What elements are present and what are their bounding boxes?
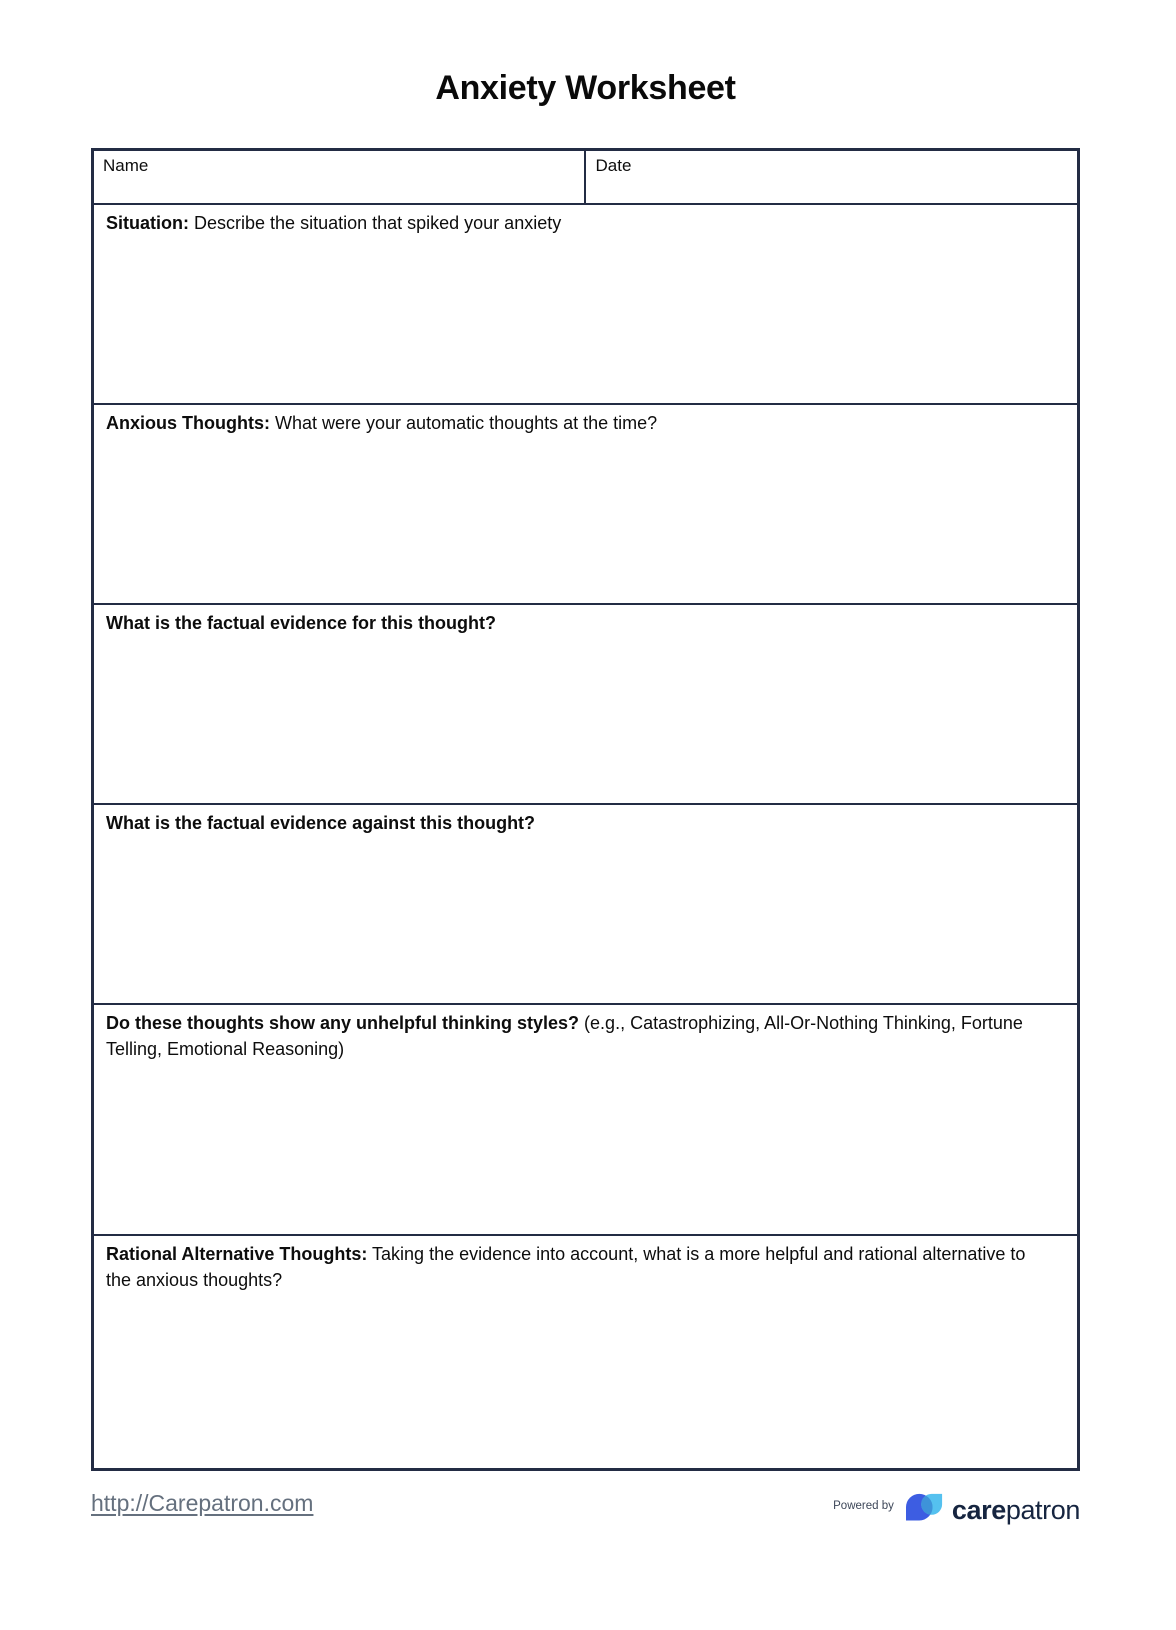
evidence-against-field[interactable] (94, 803, 1077, 1003)
thinking-styles-label: Do these thoughts show any unhelpful thinking styles? (106, 1013, 580, 1033)
brand-wordmark (952, 1495, 1080, 1525)
brand-regular-part: patron (1005, 1495, 1080, 1525)
evidence-against-label: What is the factual evidence against this thought? (106, 813, 536, 833)
page-footer (91, 1489, 1080, 1529)
situation-prompt (106, 210, 1051, 236)
anxious-thoughts-field[interactable] (94, 403, 1077, 603)
worksheet-table (91, 148, 1080, 1471)
evidence-for-prompt (106, 610, 1051, 636)
carepatron-logo-icon (904, 1491, 946, 1529)
date-field[interactable] (586, 151, 1077, 203)
carepatron-link[interactable]: http://Carepatron.com (91, 1490, 314, 1516)
situation-description: Describe the situation that spiked your anxiety (194, 213, 562, 233)
rational-thoughts-label: Rational Alternative Thoughts: (106, 1244, 368, 1264)
evidence-against-prompt (106, 810, 1051, 836)
evidence-for-label: What is the factual evidence for this thought? (106, 613, 497, 633)
name-label: Name (103, 156, 149, 175)
powered-by-badge (833, 1491, 1080, 1529)
thinking-styles-prompt (106, 1010, 1051, 1062)
thinking-styles-description: (e.g., Catastrophizing, All-Or-Nothing Thinking, Fortune Telling, Emotional Reasoning) (106, 1013, 1023, 1059)
thinking-styles-field[interactable] (94, 1003, 1077, 1234)
name-date-row (94, 151, 1077, 203)
page-title: Anxiety Worksheet (435, 69, 736, 107)
anxious-thoughts-description: What were your automatic thoughts at the time? (275, 413, 658, 433)
date-label: Date (595, 156, 632, 175)
name-field[interactable] (94, 151, 586, 203)
anxious-thoughts-prompt (106, 410, 1051, 436)
anxious-thoughts-label: Anxious Thoughts: (106, 413, 270, 433)
situation-label: Situation: (106, 213, 189, 233)
rational-thoughts-field[interactable] (94, 1234, 1077, 1468)
evidence-for-field[interactable] (94, 603, 1077, 803)
rational-thoughts-description: Taking the evidence into account, what is a more helpful and rational alternative to the anxious thoughts? (106, 1244, 1026, 1290)
rational-thoughts-prompt (106, 1241, 1051, 1293)
brand-bold-part: care (951, 1495, 1006, 1525)
powered-by-label: Powered by (833, 1500, 894, 1512)
situation-field[interactable] (94, 203, 1077, 403)
